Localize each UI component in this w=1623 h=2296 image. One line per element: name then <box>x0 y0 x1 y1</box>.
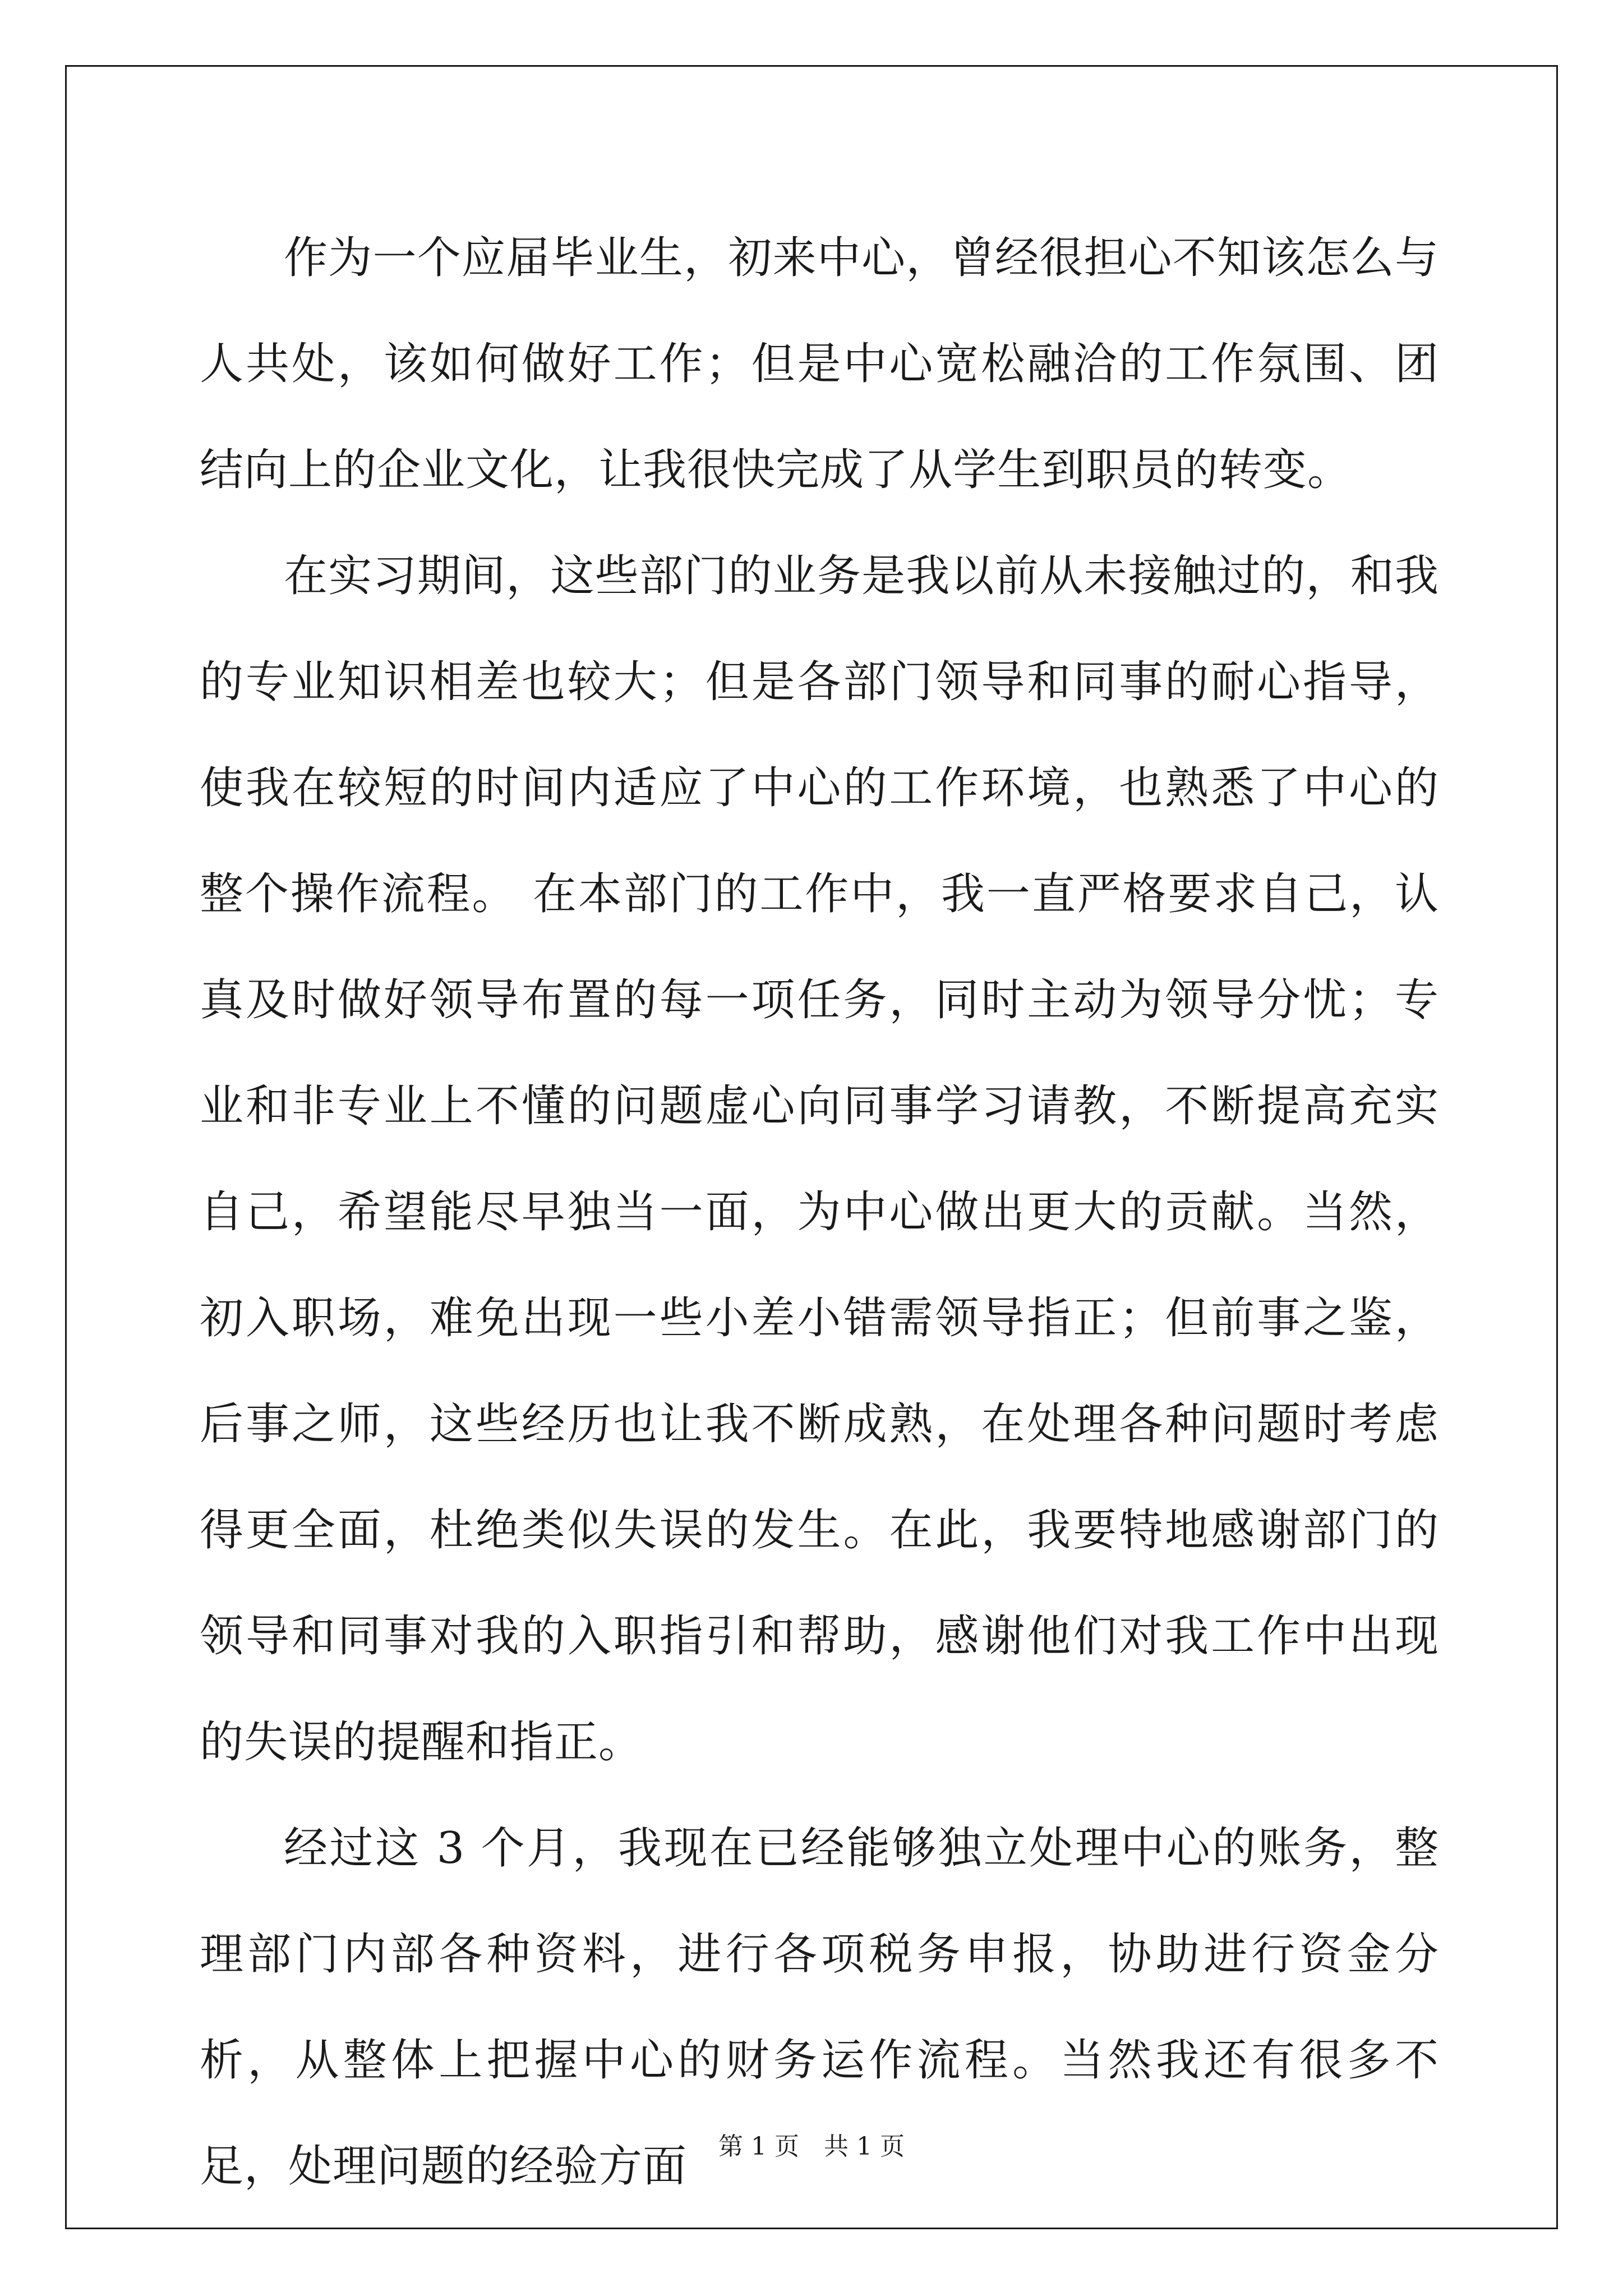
paragraph-1: 作为一个应届毕业生，初来中心，曾经很担心不知该怎么与人共处，该如何做好工作；但是中心宽松融洽的工作氛围、团结向上的企业文化，让我很快完成了从学生到职员的转变。 <box>200 233 1439 495</box>
page-number-footer: 第 1 页 共 1 页 <box>718 2132 905 2161</box>
paragraph-2: 在实习期间，这些部门的业务是我以前从未接触过的，和我的专业知识相差也较大；但是各部门领导和同事的耐心指导，使我在较短的时间内适应了中心的工作环境，也熟悉了中心的整个操作流程。 在本部门的工作中，我一直严格要求自己，认真及时做好领导布置的每一项任务，同时主动为领导分忧；专业和非专业上不懂的问题虚心向同事学习请教，不断提高充实自己，希望能尽早独当一面，为中心做出更大的贡献。当然，初入职场，难免出现一些小差小错需领导指正；但前事之鉴，后事之师，这些经历也让我不断成熟，在处理各种问题时考虑得更全面，杜绝类似失误的发生。在此，我要特地感谢部门的领导和同事对我的入职指引和帮助，感谢他们对我工作中出现的失误的提醒和指正。 <box>200 551 1439 1768</box>
paragraph-3: 经过这 3 个月，我现在已经能够独立处理中心的账务，整理部门内部各种资料，进行各项税务申报，协助进行资金分析，从整体上把握中心的财务运作流程。当然我还有很多不足，处理问题的经验方面 <box>200 1823 1439 2192</box>
document-body <box>200 205 1439 2220</box>
